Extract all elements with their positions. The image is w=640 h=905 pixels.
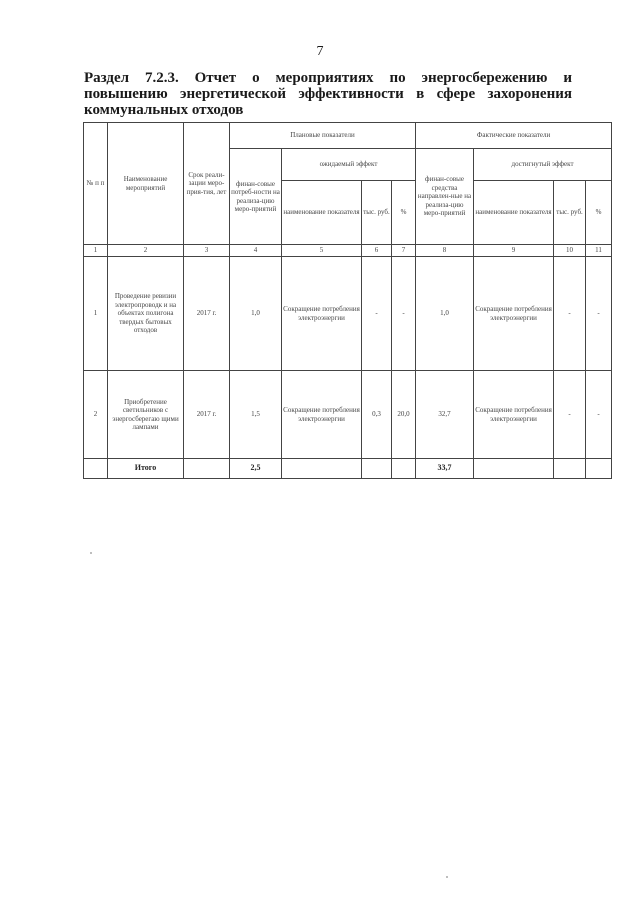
header-planned-group: Плановые показатели (230, 123, 416, 149)
row-1-planned-pct: - (392, 257, 416, 371)
table-row (84, 257, 612, 371)
row-1-actual-rub: - (554, 257, 586, 371)
header-percent-actual: % (586, 181, 612, 245)
title-line-1: Раздел 7.2.3. Отчет о мероприятиях по энергосбережению и (84, 70, 572, 86)
header-actual-finance: финан-совые средства направлен-ные на реализа-цию меро-приятий (416, 149, 474, 245)
section-title (84, 70, 572, 118)
row-1-planned-indicator: Сокращение потребления электроэнергии (282, 257, 362, 371)
header-name: Наименование мероприятий (108, 123, 184, 245)
header-term: Срок реали-зации меро-прия-тия, лет (184, 123, 230, 245)
row-1-term: 2017 г. (184, 257, 230, 371)
scan-speck (90, 552, 92, 554)
header-percent: % (392, 181, 416, 245)
col-num-9: 9 (474, 245, 554, 257)
total-label: Итого (108, 459, 184, 479)
col-num-6: 6 (362, 245, 392, 257)
header-indicator-name: наименование показателя (282, 181, 362, 245)
scan-speck (446, 876, 448, 878)
row-1-planned-finance: 1,0 (230, 257, 282, 371)
row-1-planned-rub: - (362, 257, 392, 371)
row-1-actual-pct: - (586, 257, 612, 371)
col-num-8: 8 (416, 245, 474, 257)
title-line-3: коммунальных отходов (84, 102, 244, 118)
header-actual-group: Фактические показатели (416, 123, 612, 149)
col-num-11: 11 (586, 245, 612, 257)
header-planned-finance: финан-совые потреб-ности на реализа-цию меро-приятий (230, 149, 282, 245)
col-num-1: 1 (84, 245, 108, 257)
row-2-planned-pct: 20,0 (392, 371, 416, 459)
row-1-actual-indicator: Сокращение потребления электроэнергии (474, 257, 554, 371)
row-2-actual-rub: - (554, 371, 586, 459)
table-row (84, 371, 612, 459)
row-1-name: Проведение ревизии электропроводк и на объектах полигона твердых бытовых отходов (108, 257, 184, 371)
report-table (83, 122, 612, 479)
page-number: 7 (316, 44, 324, 59)
row-2-name: Приобретение светильников с энергосберегаю щими лампами (108, 371, 184, 459)
row-2-actual-finance: 32,7 (416, 371, 474, 459)
column-numbers-row (84, 245, 612, 257)
title-line-2: повышению энергетической эффективности в сфере захоронения (84, 86, 572, 102)
col-num-10: 10 (554, 245, 586, 257)
row-2-planned-finance: 1,5 (230, 371, 282, 459)
header-thous-rub: тыс. руб. (362, 181, 392, 245)
col-num-4: 4 (230, 245, 282, 257)
col-num-5: 5 (282, 245, 362, 257)
header-actual-effect: достигнутый эффект (474, 149, 612, 181)
header-indicator-name-actual: наименование показателя (474, 181, 554, 245)
row-1-actual-finance: 1,0 (416, 257, 474, 371)
total-actual-finance: 33,7 (416, 459, 474, 479)
row-2-planned-rub: 0,3 (362, 371, 392, 459)
row-2-num: 2 (84, 371, 108, 459)
row-2-actual-indicator: Сокращение потребления электроэнергии (474, 371, 554, 459)
col-num-7: 7 (392, 245, 416, 257)
total-row (84, 459, 612, 479)
header-thous-rub-actual: тыс. руб. (554, 181, 586, 245)
row-2-actual-pct: - (586, 371, 612, 459)
row-2-planned-indicator: Сокращение потребления электроэнергии (282, 371, 362, 459)
row-1-num: 1 (84, 257, 108, 371)
col-num-2: 2 (108, 245, 184, 257)
row-2-term: 2017 г. (184, 371, 230, 459)
col-num-3: 3 (184, 245, 230, 257)
total-planned-finance: 2,5 (230, 459, 282, 479)
header-planned-effect: ожидаемый эффект (282, 149, 416, 181)
header-num: № п п (84, 123, 108, 245)
